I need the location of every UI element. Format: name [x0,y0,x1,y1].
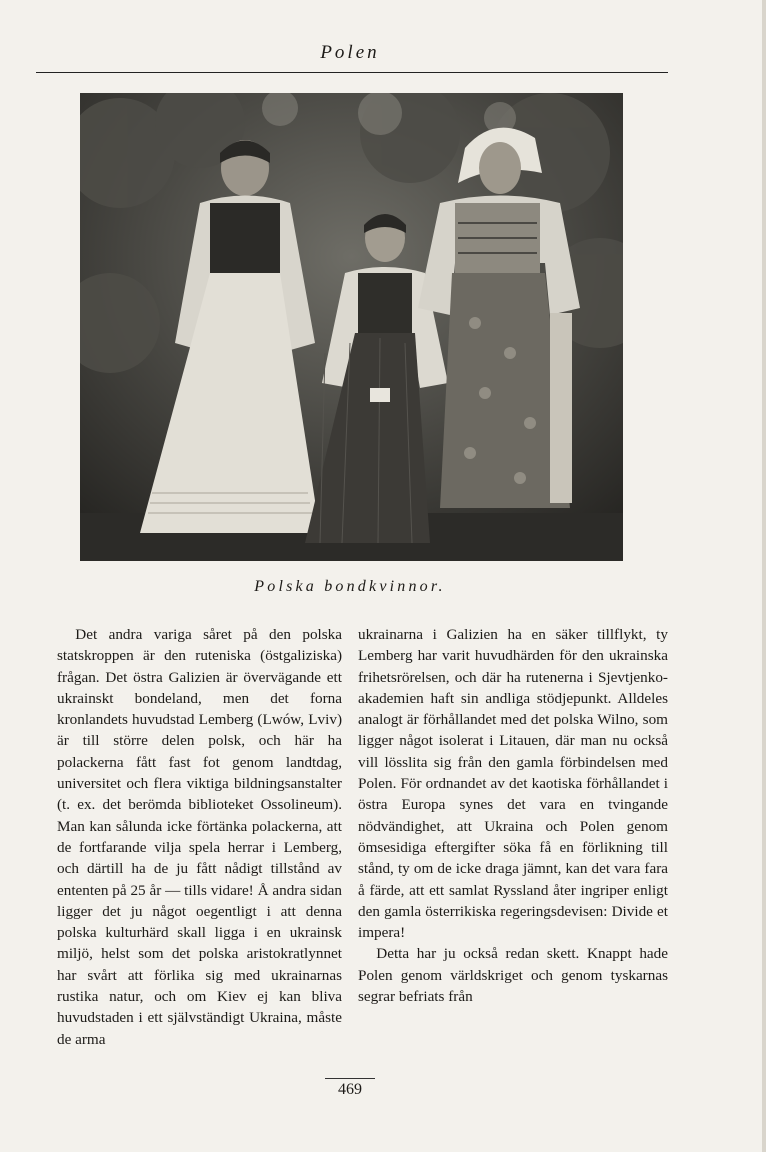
running-header-title: Polen [320,42,380,63]
figure-caption: Polska bondkvinnor. [254,578,446,595]
paragraph-left: Det andra variga såret på den polska statskroppen är den ruteniska (östgaliziska) frågan. Det östra Galizien är övervägande ett ukrainskt bondeland, men det forna kronlandets huvudstad Lemberg (Lwów, Lviv) är till större delen polsk, och här ha polackerna fått fast fot genom landtdag, universitet och flera viktiga bildningsanstalter (t. ex. det berömda biblioteket Ossolineum). Man kan sålunda icke förtänka polackerna, att de fortfarande vilja spela herrar i Lemberg, och därtill ha de ju fått nådigt tillstånd av ententen på 25 år — tills vidare! Å andra sidan ligger det ju något oegentligt i att denna polska kulturhärd skall ligga i en ukrainsk miljö, helst som det polska aristokratlynnet har svårt att förlika sig med ukrainarnas rustika natur, och om Kiev ej kan bliva huvudstaden i ett självständigt Ukraina, måste de arma [57,626,342,1048]
page-edge [762,0,766,1152]
paragraph-right-new: Detta har ju också redan skett. Knappt hade Polen genom världskriget och genom tyskarnas segrar befriats från [358,945,668,1006]
text-column-right [358,624,668,1007]
text-column-left [57,624,342,1050]
page-number: 469 [325,1078,375,1099]
photograph-illustration [80,93,623,561]
paragraph-right-continued: ukrainarna i Galizien ha en säker tillflykt, ty Lemberg har varit huvudhärden för den ukrainska frihetsrörelsen, och där ha rutenerna i Sjevtjenko-akademien haft sin andliga stödjepunkt. Alldeles analogt är förhållandet med det polska Wilno, som ligger något isolerat i Litauen, där man nu också vill lösslita sig från den gamla förbindelsen med Polen. För ordnandet av det kaotiska förhållandet i östra Europa synes det vara en tvingande nödvändighet, att Ukraina och Polen genom ömsesidiga eftergifter söka få en förlikning till stånd, ty om de icke draga jämnt, kan det vara fara å färde, att ett samlat Ryssland åter ingriper enligt den gamla österrikiska regeringsdevisen: Divide et impera! [358,626,668,942]
folk-costume-photograph [80,93,623,561]
header-rule [36,72,668,73]
